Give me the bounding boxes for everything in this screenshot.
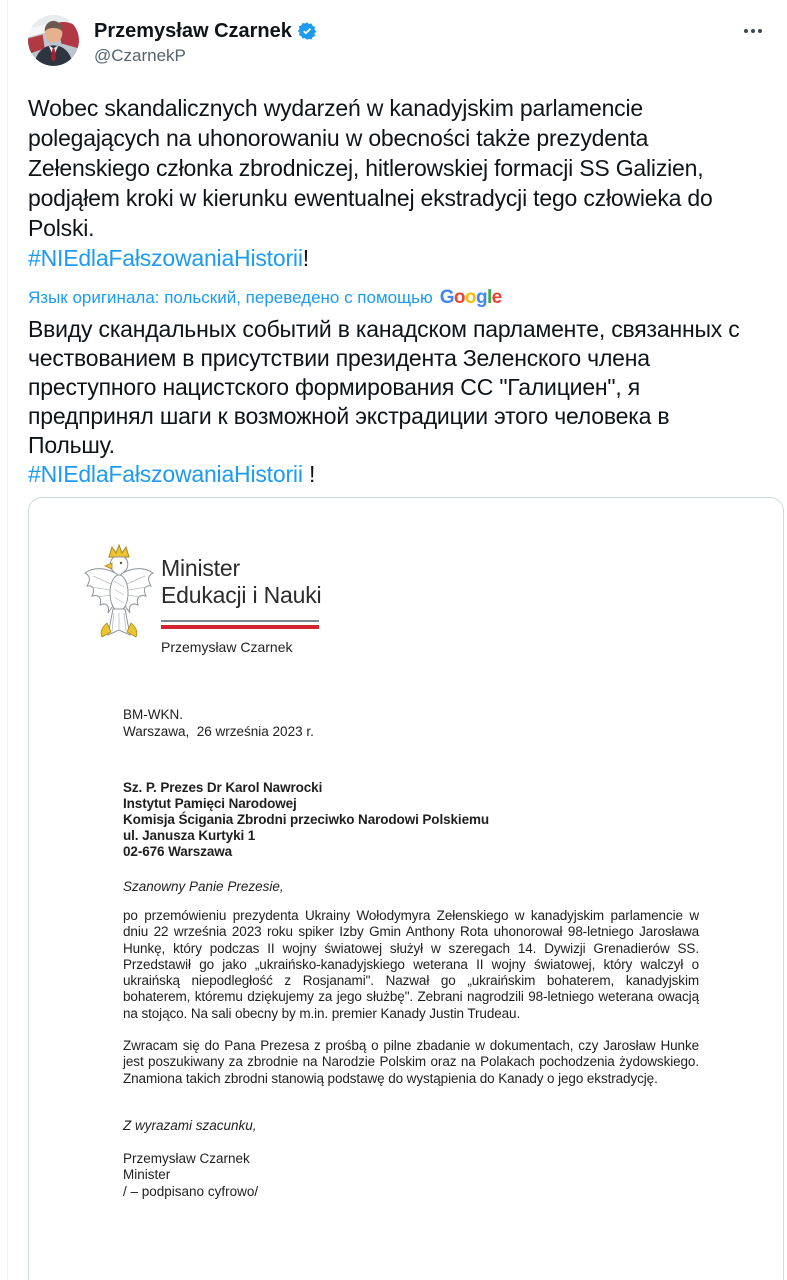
tweet-text-block [28,93,744,273]
letter-body [123,706,699,1200]
more-menu-button[interactable] [740,25,766,37]
recipient-line: 02-676 Warszawa [123,844,233,859]
tweet-text-pl: Wobec skandalicznych wydarzeń w kanadyjskim parlamencie polegających na uhonorowaniu w obecności także prezydenta Zełenskiego członka zbrodniczej, hitlerowskiej formacji SS Galizien, podjąłem kroki w kierunku ewentualnej ekstradycji tego człowieka do Polski. [28,95,713,241]
dot-icon [758,29,762,33]
ministry-title-line2: Edukacji i Nauki [161,582,322,608]
author-identity [94,15,317,67]
letter-closing: Z wyrazami szacunku, [123,1117,257,1133]
hashtag-line [28,243,744,273]
letter-date: Warszawa, 26 września 2023 r. [123,724,314,739]
hashtag-suffix: ! [302,245,309,271]
translation-attribution[interactable] [28,287,784,309]
letter-paragraph-1: po przemówieniu prezydenta Ukrainy Wołodymyra Zełenskiego w kanadyjskim parlamencie w dniu 22 września 2023 roku spiker Izby Gmin Anthony Rota uhonorował 98-letniego Jarosława Hunkę, który podczas II wojny światowej służył w szeregach 14. Dywizji Grenadierów SS. Przedstawił go jako „ukraińsko-kanadyjskiego weterana II wojny światowej, który walczył o ukraińską niepodległość z Rosjanami". Nazwał go „ukraińskim bohaterem, kanadyjskim bohaterem, któremu dziękujemy za jego służbę". Zebrani nagrodzili 98-letniego weterana owacją na stojąco. Na sali obecny by m.in. premier Kanady Justin Trudeau. [123,908,699,1021]
ministry-letterhead [81,543,699,655]
recipient-line: Sz. P. Prezes Dr Karol Nawrocki [123,780,323,795]
hashtag-link-ru[interactable]: #NIEdlaFałszowaniaHistorii [28,461,303,487]
tweet-text-ru: Ввиду скандальных событий в канадском парламенте, связанных с чествованием в присутствии президента Зеленского члена преступного нацистского формирования СС "Галициен", я предпринял шаги к возможной экстрадиции этого человека в Польшу. [28,316,740,458]
ministry-title-line1: Minister [161,555,240,581]
hashtag-suffix-ru: ! [302,461,316,487]
avatar[interactable] [28,15,79,66]
dot-icon [751,29,755,33]
letterhead-gray-rule [161,620,319,622]
column-divider [7,0,8,1280]
attached-letter-image[interactable] [28,497,784,1280]
recipient-line: Komisja Ścigania Zbrodni przeciwko Narodowi Polskiemu [123,812,490,827]
letter-recipient-block [123,780,699,860]
translated-text-block [28,315,744,489]
letterhead-red-rule [161,625,319,629]
letter-paragraph-2: Zwracam się do Pana Prezesa z prośbą o pilne zbadanie w dokumentach, czy Jarosław Hunke jest poszukiwany za zbrodnie na Narodzie Polskim oraz na Polakach pochodzenia żydowskiego. Znamiona takich zbrodni stanowią podstawę do wystąpienia do Kanady o jego ekstradycję. [123,1038,699,1086]
signature-line: Przemysław Czarnek [123,1150,250,1166]
attribution-text: Язык оригинала: польский, переведено с помощью [28,288,433,307]
hashtag-line-ru [28,460,744,489]
dot-icon [744,29,748,33]
tweet [28,0,784,1280]
display-name[interactable]: Przemysław Czarnek [94,20,292,42]
letterhead-signatory: Przemysław Czarnek [161,639,293,655]
recipient-line: Instytut Pamięci Narodowej [123,796,297,811]
signature-line: Minister [123,1167,171,1183]
recipient-line: ul. Janusza Kurtyki 1 [123,828,256,843]
user-handle[interactable]: @CzarnekP [94,46,186,65]
letter-salutation: Szanowny Panie Prezesie, [123,879,284,894]
ministry-title-block [161,543,321,655]
letter-signature-block [123,1151,699,1201]
hashtag-link[interactable]: #NIEdlaFałszowaniaHistorii [28,245,303,271]
signature-line: / – podpisano cyfrowo/ [123,1183,259,1199]
verified-badge-icon [297,21,317,41]
google-logo: Google [439,287,502,308]
polish-eagle-emblem [81,543,157,647]
tweet-header [28,15,784,67]
avatar-image [28,15,79,66]
letter-reference: BM-WKN. [123,707,183,722]
